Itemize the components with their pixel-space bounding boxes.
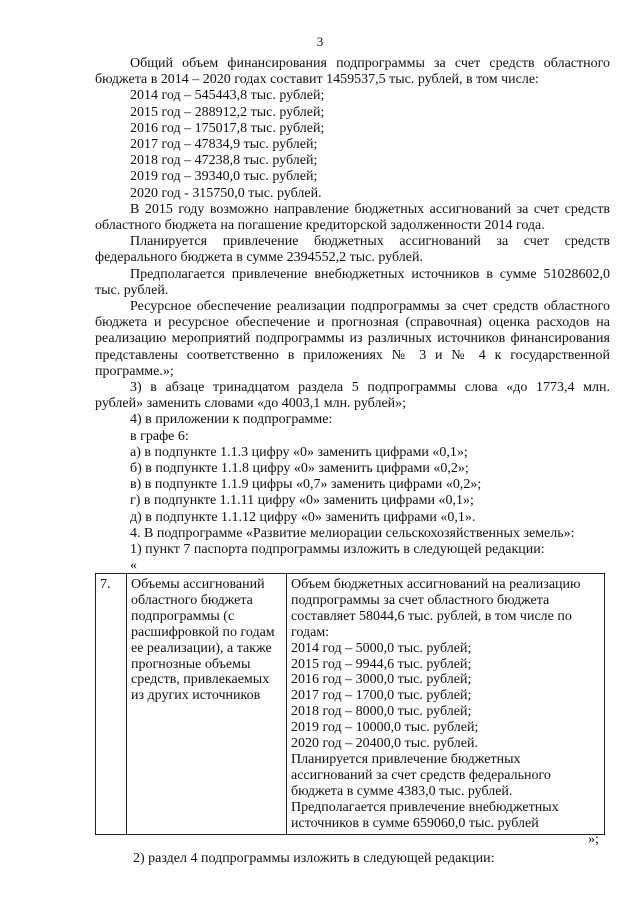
paragraph: Ресурсное обеспечение реализации подпрограммы за счет средств областного бюджета и ресурсное обеспечение и прогнозная (справочная) оценка расходов на реализацию мероприятий подпрограммы из различных источников финансирования представлены соответственно в приложениях № 3 и № 4 к государственной программе.»; bbox=[95, 299, 610, 379]
list-item: 4) в приложении к подпрограмме: bbox=[130, 412, 333, 428]
passport-table bbox=[95, 573, 605, 835]
close-quote: »; bbox=[588, 832, 599, 847]
row-number-cell: 7. bbox=[96, 574, 127, 835]
value-federal: Планируется привлечение бюджетных ассигнований за счет средств федерального бюджета в сумме 4383,0 тыс. рублей. bbox=[291, 751, 551, 799]
paragraph: В 2015 году возможно направление бюджетных ассигнований за счет средств областного бюджета на погашение кредиторской задолженности 2014 года. bbox=[95, 201, 610, 234]
paragraph: Общий объем финансирования подпрограммы за счет средств областного бюджета в 2014 – 2020 годах составит 1459537,5 тыс. рублей, в том числе: bbox=[95, 56, 610, 88]
list-item: 2014 год – 545443,8 тыс. рублей; bbox=[130, 88, 325, 104]
closing-line: 2) раздел 4 подпрограммы изложить в следующей редакции: bbox=[133, 851, 495, 866]
value-year: 2016 год – 3000,0 тыс. рублей; bbox=[291, 672, 472, 688]
list-item: 2015 год – 288912,2 тыс. рублей; bbox=[130, 104, 325, 120]
list-item: 2018 год – 47238,8 тыс. рублей; bbox=[130, 153, 318, 169]
paragraph: 3) в абзаце тринадцатом раздела 5 подпрограммы слова «до 1773,4 млн. рублей» заменить словами «до 4003,1 млн. рублей»; bbox=[95, 380, 610, 412]
list-item: а) в подпункте 1.1.3 цифру «0» заменить цифрами «0,1»; bbox=[130, 444, 468, 460]
value-year: 2018 год – 8000,0 тыс. рублей; bbox=[291, 704, 472, 720]
value-offbudget: Предполагается привлечение внебюджетных источников в сумме 659060,0 тыс. рублей bbox=[291, 799, 559, 831]
value-year: 2017 год – 1700,0 тыс. рублей; bbox=[291, 688, 472, 704]
value-year: 2020 год – 20400,0 тыс. рублей. bbox=[291, 736, 478, 752]
list-item: 2019 год – 39340,0 тыс. рублей; bbox=[130, 169, 318, 185]
list-item: в) в подпункте 1.1.9 цифры «0,7» заменить цифрами «0,2»; bbox=[130, 477, 482, 493]
row-value-cell bbox=[287, 574, 605, 835]
value-year: 2019 год – 10000,0 тыс. рублей; bbox=[291, 720, 479, 736]
list-item: 2016 год – 175017,8 тыс. рублей; bbox=[130, 120, 325, 136]
open-quote: « bbox=[130, 558, 137, 574]
list-item: д) в подпункте 1.1.12 цифру «0» заменить цифрами «0,1». bbox=[130, 509, 476, 525]
list-item: б) в подпункте 1.1.8 цифру «0» заменить цифрами «0,2»; bbox=[130, 461, 469, 477]
document-body bbox=[95, 56, 610, 574]
list-item: 2017 год – 47834,9 тыс. рублей; bbox=[130, 137, 318, 153]
value-year: 2014 год – 5000,0 тыс. рублей; bbox=[291, 640, 472, 656]
table-row bbox=[96, 574, 605, 835]
page-number: 3 bbox=[316, 34, 324, 49]
list-item: 2020 год - 315750,0 тыс. рублей. bbox=[130, 185, 322, 201]
paragraph: Планируется привлечение бюджетных ассигнований за счет средств федерального бюджета в сумме 2394552,2 тыс. рублей. bbox=[95, 234, 610, 266]
list-item: г) в подпункте 1.1.11 цифру «0» заменить цифрами «0,1»; bbox=[130, 493, 474, 509]
list-item: 1) пункт 7 паспорта подпрограммы изложить в следующей редакции: bbox=[130, 542, 545, 558]
value-year: 2015 год – 9944,6 тыс. рублей; bbox=[291, 656, 472, 672]
list-item: 4. В подпрограмме «Развитие мелиорации сельскохозяйственных земель»: bbox=[130, 525, 575, 541]
list-item: в графе 6: bbox=[130, 428, 189, 444]
value-intro: Объем бюджетных ассигнований на реализацию подпрограммы за счет областного бюджета составляет 58044,6 тыс. рублей, в том числе по годам: bbox=[291, 577, 581, 640]
years-list bbox=[95, 88, 610, 201]
paragraph: Предполагается привлечение внебюджетных источников в сумме 51028602,0 тыс. рублей. bbox=[95, 266, 610, 298]
row-name-cell: Объемы ассигнований областного бюджета подпрограммы (с расшифровкой по годам ее реализации), а также прогнозные объемы средств, привлекаемых из других источников bbox=[127, 574, 287, 835]
